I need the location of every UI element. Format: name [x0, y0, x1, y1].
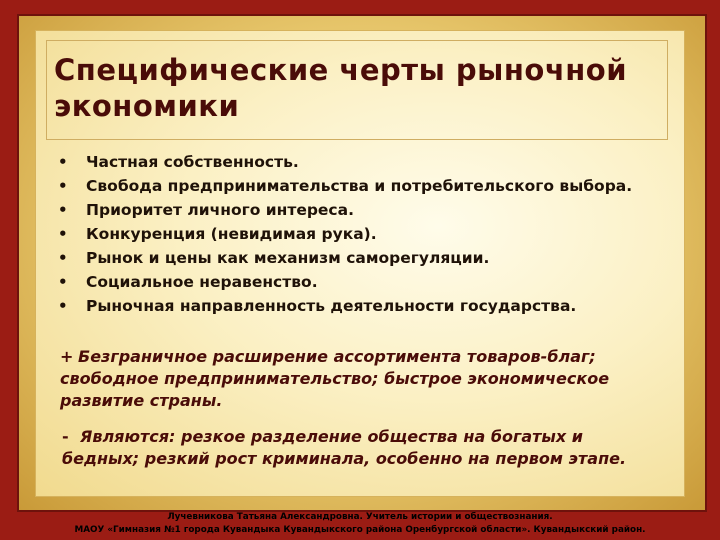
bullet-text: Рынок и цены как механизм саморегуляции. — [86, 249, 490, 267]
slide-title: Специфические черты рыночной экономики — [54, 53, 628, 123]
bullet-icon: • — [58, 177, 68, 195]
bullet-item — [56, 272, 666, 292]
minus-icon: - — [62, 427, 69, 446]
disadvantages-note — [62, 426, 662, 470]
bullet-icon: • — [58, 225, 68, 243]
bullet-text: Социальное неравенство. — [86, 273, 318, 291]
plus-icon: + — [60, 347, 74, 366]
bullet-text: Рыночная направленность деятельности государства. — [86, 297, 577, 315]
author-credit: Лучевникова Татьяна Александровна. Учитель истории и обществознания. — [167, 512, 553, 522]
bullet-item — [56, 248, 666, 268]
disadvantages-text: Являются: резкое разделение общества на богатых и бедных; резкий рост криминала, особенно на первом этапе. — [62, 427, 627, 468]
bullet-item — [56, 296, 666, 316]
bullet-text: Приоритет личного интереса. — [86, 201, 354, 219]
bullet-text: Свобода предпринимательства и потребительского выбора. — [86, 177, 633, 195]
advantages-note — [60, 346, 660, 412]
bullet-icon: • — [58, 153, 68, 171]
bullet-text: Конкуренция (невидимая рука). — [86, 225, 377, 243]
bullet-item — [56, 176, 666, 196]
bullet-item — [56, 224, 666, 244]
bullet-icon: • — [58, 201, 68, 219]
bullet-list — [56, 152, 666, 320]
bullet-icon: • — [58, 273, 68, 291]
school-credit: МАОУ «Гимназия №1 города Кувандыка Кувандыкского района Оренбургской области». Кувандыкский район. — [74, 525, 646, 535]
bullet-icon: • — [58, 297, 68, 315]
advantages-text: Безграничное расширение ассортимента товаров-благ; свободное предпринимательство; быстрое экономическое развитие страны. — [60, 347, 610, 410]
bullet-item — [56, 152, 666, 172]
bullet-icon: • — [58, 249, 68, 267]
bullet-text: Частная собственность. — [86, 153, 299, 171]
bullet-item — [56, 200, 666, 220]
